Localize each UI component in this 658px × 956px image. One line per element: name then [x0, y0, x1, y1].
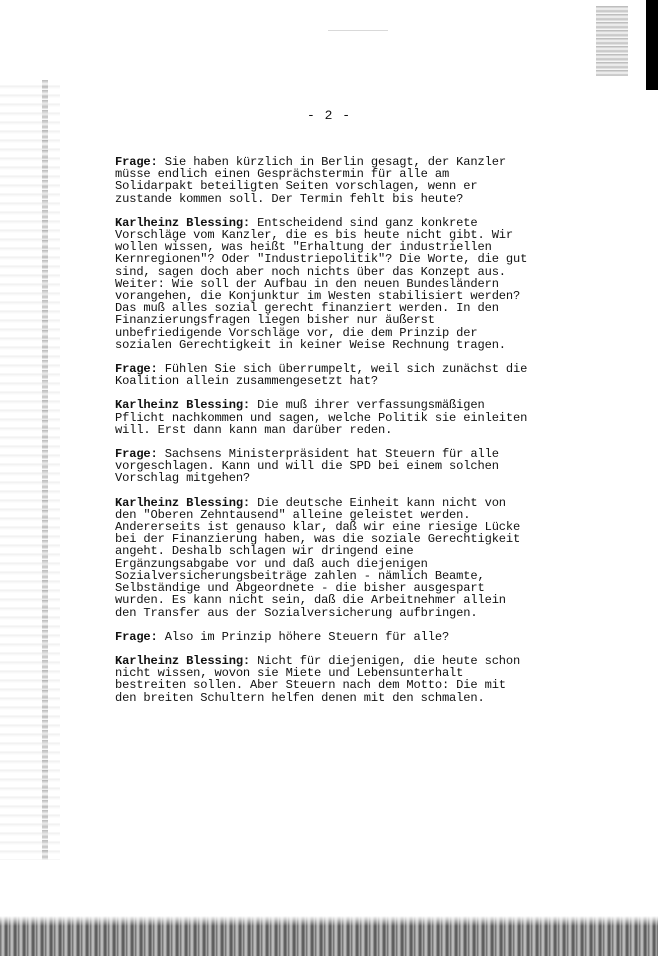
line-text: Vorschlag mitgehen? [115, 471, 251, 486]
line-text: nicht wissen, wovon sie Miete und Lebensunterhalt [115, 666, 464, 681]
line-text: bestreiten sollen. Aber Steuern nach dem Motto: Die mit [115, 678, 506, 693]
line-text: zustande kommen soll. Der Termin fehlt bis heute? [115, 191, 464, 206]
answer-paragraph [115, 399, 545, 436]
line-text: Nicht für diejenigen, die heute schon [250, 653, 521, 668]
line-text: Fühlen Sie sich überrumpelt, weil sich zunächst die [157, 362, 528, 377]
line-text: sozialen Gerechtigkeit in keiner Weise Rechnung tragen. [115, 337, 506, 352]
line-text: Pflicht nachkommen und sagen, welche Politik sie einleiten [115, 410, 528, 425]
line-text: den Transfer aus der Sozialversicherung aufbringen. [115, 605, 478, 620]
line-text: Sie haben kürzlich in Berlin gesagt, der Kanzler [157, 155, 506, 169]
speaker-label: Frage: [115, 629, 158, 644]
scan-artifact-top-right [588, 0, 658, 90]
line-text: Das muß alles sozial gerecht finanziert werden. In den [115, 301, 499, 316]
speaker-label: Karlheinz Blessing: [115, 653, 251, 668]
line-text: Ergänzungsabgabe vor und daß auch diejenigen [115, 556, 428, 571]
line-text: Sozialversicherungsbeiträge zahlen - nämlich Beamte, [115, 568, 485, 583]
line-text: den "Oberen Zehntausend" alleine geleistet werden. [115, 507, 471, 522]
answer-paragraph [115, 217, 545, 351]
line-text: müsse endlich einen Gesprächstermin für alle am [115, 167, 450, 182]
answer-paragraph [115, 655, 545, 704]
text-line [115, 692, 545, 704]
line-text: vorangehen, die Konjunktur im Westen stabilisiert werden? [115, 289, 521, 304]
line-text: wollen wissen, was heißt "Erhaltung der industriellen [115, 240, 492, 255]
line-text: Die deutsche Einheit kann nicht von [250, 495, 506, 510]
line-text: Finanzierungsfragen liegen bisher nur äußerst [115, 313, 435, 328]
line-text: Vorschläge vom Kanzler, die es bis heute nicht gibt. Wir [115, 228, 514, 243]
speaker-label: Karlheinz Blessing: [115, 215, 251, 230]
line-text: Koalition allein zusammengesetzt hat? [115, 374, 378, 389]
text-line [115, 424, 545, 436]
text-line [115, 472, 545, 484]
line-text: will. Erst dann kann man darüber reden. [115, 422, 393, 437]
line-text: Also im Prinzip höhere Steuern für alle? [157, 629, 450, 644]
scan-artifact-top-mark [328, 30, 388, 31]
text-line [115, 631, 545, 643]
line-text: Solidarpakt beteiligten Seiten vorschlagen, wenn er [115, 179, 478, 194]
question-paragraph [115, 156, 545, 205]
text-line [115, 193, 545, 205]
line-text: unbefriedigende Vorschläge vor, die dem Prinzip der [115, 325, 478, 340]
scan-artifact-left-edge [0, 80, 60, 860]
line-text: Die muß ihrer verfassungsmäßigen [250, 398, 485, 413]
text-line [115, 607, 545, 619]
line-text: vorgeschlagen. Kann und will die SPD bei einem solchen [115, 459, 499, 474]
speaker-label: Frage: [115, 155, 158, 169]
text-line [115, 339, 545, 351]
speaker-label: Frage: [115, 447, 158, 462]
speaker-label: Karlheinz Blessing: [115, 495, 251, 510]
line-text: Sachsens Ministerpräsident hat Steuern für alle [157, 447, 499, 462]
answer-paragraph [115, 497, 545, 619]
line-text: wurden. Es kann nicht sein, daß die Arbeitnehmer allein [115, 593, 506, 608]
line-text: Entscheidend sind ganz konkrete [250, 215, 478, 230]
line-text: Andererseits ist genauso klar, daß wir eine riesige Lücke [115, 520, 521, 535]
question-paragraph [115, 363, 545, 387]
speaker-label: Frage: [115, 362, 158, 377]
line-text: Weiter: Wie soll der Aufbau in den neuen Bundesländern [115, 276, 499, 291]
line-text: angeht. Deshalb schlagen wir dringend eine [115, 544, 414, 559]
speaker-label: Karlheinz Blessing: [115, 398, 251, 413]
question-paragraph [115, 448, 545, 485]
line-text: Selbständige und Abgeordnete - die bisher ausgespart [115, 581, 485, 596]
line-text: Kernregionen"? Oder "Industriepolitik"? Die Worte, die gut [115, 252, 528, 267]
line-text: sind, sagen doch aber noch nichts über das Konzept aus. [115, 264, 506, 279]
line-text: bei der Finanzierung haben, was die soziale Gerechtigkeit [115, 532, 521, 547]
text-line [115, 375, 545, 387]
question-paragraph [115, 631, 545, 643]
interview-text [115, 156, 545, 716]
scan-artifact-bottom-edge [0, 916, 658, 956]
line-text: den breiten Schultern helfen denen mit den schmalen. [115, 690, 485, 705]
page-number: - 2 - [306, 108, 351, 123]
